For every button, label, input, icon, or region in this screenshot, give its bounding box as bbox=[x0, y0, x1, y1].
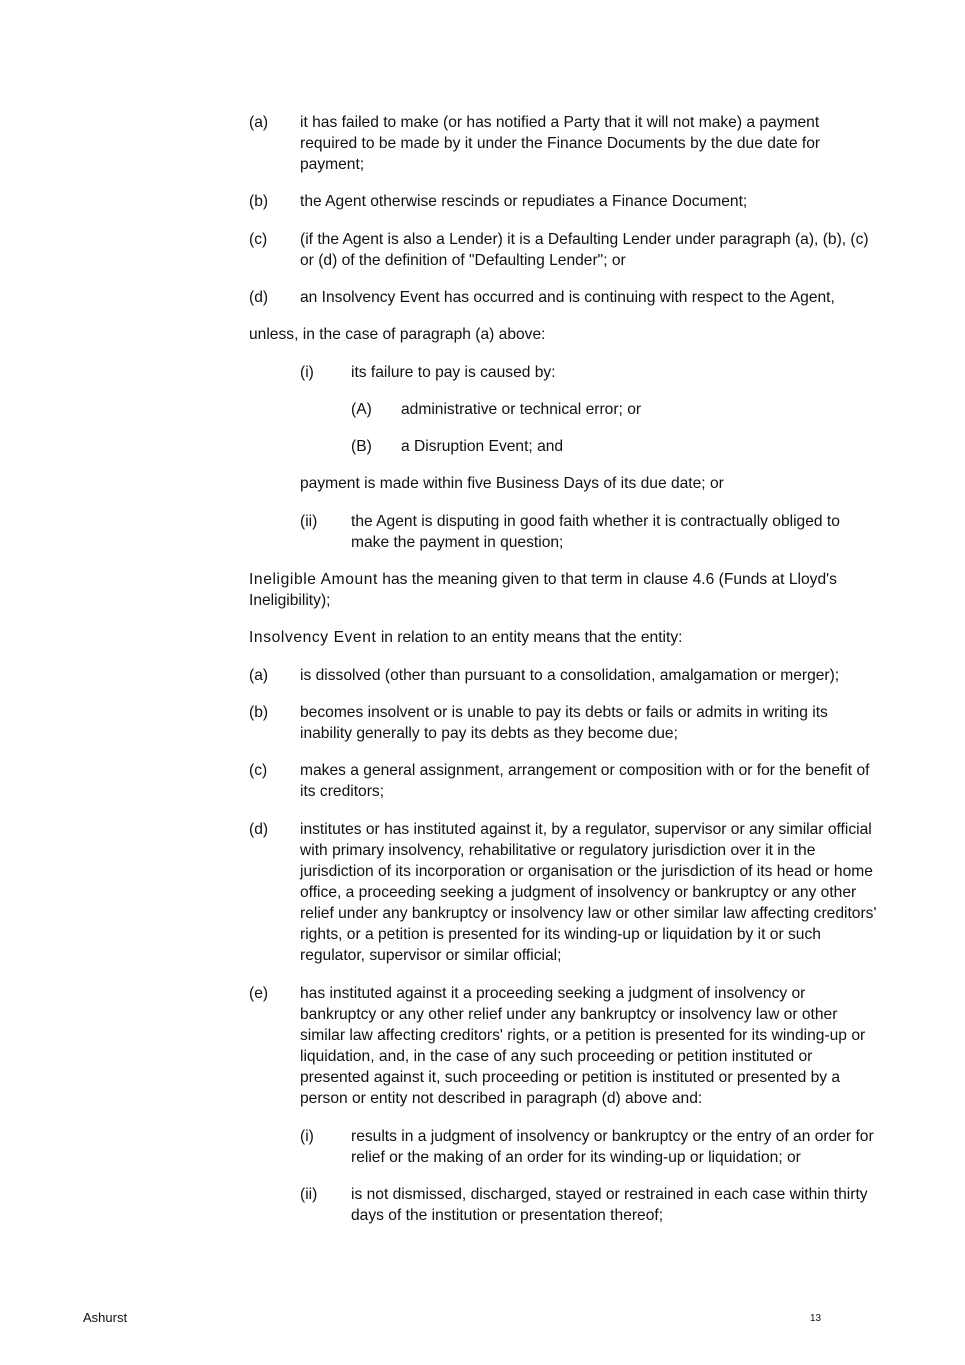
item-text: (if the Agent is also a Lender) it is a Defaulting Lender under paragraph (a), (b), (c) or (d) of the definition of "Defaulting Lender"; or bbox=[300, 231, 869, 269]
item-text: an Insolvency Event has occurred and is continuing with respect to the Agent, bbox=[300, 289, 835, 306]
item-label: (a) bbox=[249, 114, 269, 131]
footer-firm-name: Ashurst bbox=[83, 1310, 128, 1325]
item-label: (c) bbox=[249, 762, 268, 779]
defined-term: Insolvency Event bbox=[249, 629, 377, 646]
item-text: it has failed to make (or has notified a Party that it will not make) a payment required to be made by it under the Finance Documents by the due date for payment; bbox=[300, 114, 821, 173]
item-label: (d) bbox=[249, 289, 269, 306]
item-label: (ii) bbox=[300, 1186, 318, 1203]
definition-text: has the meaning given to that term in clause 4.6 (Funds at Lloyd's Ineligibility); bbox=[249, 571, 837, 609]
item-label: (b) bbox=[249, 704, 269, 721]
definition-ineligible-amount bbox=[249, 569, 879, 611]
item-label: (e) bbox=[249, 985, 269, 1002]
item-text: its failure to pay is caused by: bbox=[351, 364, 556, 381]
item-text: administrative or technical error; or bbox=[401, 401, 642, 418]
item-text: results in a judgment of insolvency or bankruptcy or the entry of an order for relief or the making of an order for its winding-up or liquidation; or bbox=[351, 1128, 874, 1166]
defined-term: Ineligible Amount bbox=[249, 571, 378, 588]
item-label: (a) bbox=[249, 667, 269, 684]
item-text: becomes insolvent or is unable to pay its debts or fails or admits in writing its inability generally to pay its debts as they become due; bbox=[300, 704, 828, 742]
item-label: (i) bbox=[300, 1128, 314, 1145]
item-text: institutes or has instituted against it, by a regulator, supervisor or any similar official with primary insolvency, rehabilitative or regulatory jurisdiction over it in the jurisdiction of its incorporation or organisation or the jurisdiction of its head or home office, a proceeding seeking a judgment of insolvency or bankruptcy or any other relief under any bankruptcy or insolvency law or other similar law affecting creditors' rights, or a petition is presented for its winding-up or liquidation by it or such regulator, supervisor or similar official; bbox=[300, 821, 877, 964]
item-text: is dissolved (other than pursuant to a consolidation, amalgamation or merger); bbox=[300, 667, 840, 684]
definition-text: in relation to an entity means that the entity: bbox=[376, 629, 683, 646]
item-label: (d) bbox=[249, 821, 269, 838]
item-text: the Agent is disputing in good faith whether it is contractually obliged to make the payment in question; bbox=[351, 513, 840, 551]
page-number: 13 bbox=[810, 1313, 822, 1324]
item-text: makes a general assignment, arrangement or composition with or for the benefit of its creditors; bbox=[300, 762, 870, 800]
paragraph: payment is made within five Business Days of its due date; or bbox=[300, 475, 724, 492]
item-label: (ii) bbox=[300, 513, 318, 530]
item-text: a Disruption Event; and bbox=[401, 438, 564, 455]
definition-insolvency-event bbox=[249, 627, 889, 648]
item-label: (i) bbox=[300, 364, 314, 381]
paragraph: unless, in the case of paragraph (a) above: bbox=[249, 326, 546, 343]
item-label: (B) bbox=[351, 438, 372, 455]
item-label: (b) bbox=[249, 193, 269, 210]
item-text: the Agent otherwise rescinds or repudiates a Finance Document; bbox=[300, 193, 748, 210]
item-text: is not dismissed, discharged, stayed or restrained in each case within thirty days of the institution or presentation thereof; bbox=[351, 1186, 868, 1224]
item-text: has instituted against it a proceeding seeking a judgment of insolvency or bankruptcy or any other relief under any bankruptcy or insolvency law or other similar law affecting creditors' rights, or a petition is presented for its winding-up or liquidation, and, in the case of any such proceeding or petition instituted or presented against it, such proceeding or petition is instituted or presented by a person or entity not described in paragraph (d) above and: bbox=[300, 985, 866, 1107]
item-label: (A) bbox=[351, 401, 372, 418]
item-label: (c) bbox=[249, 231, 268, 248]
